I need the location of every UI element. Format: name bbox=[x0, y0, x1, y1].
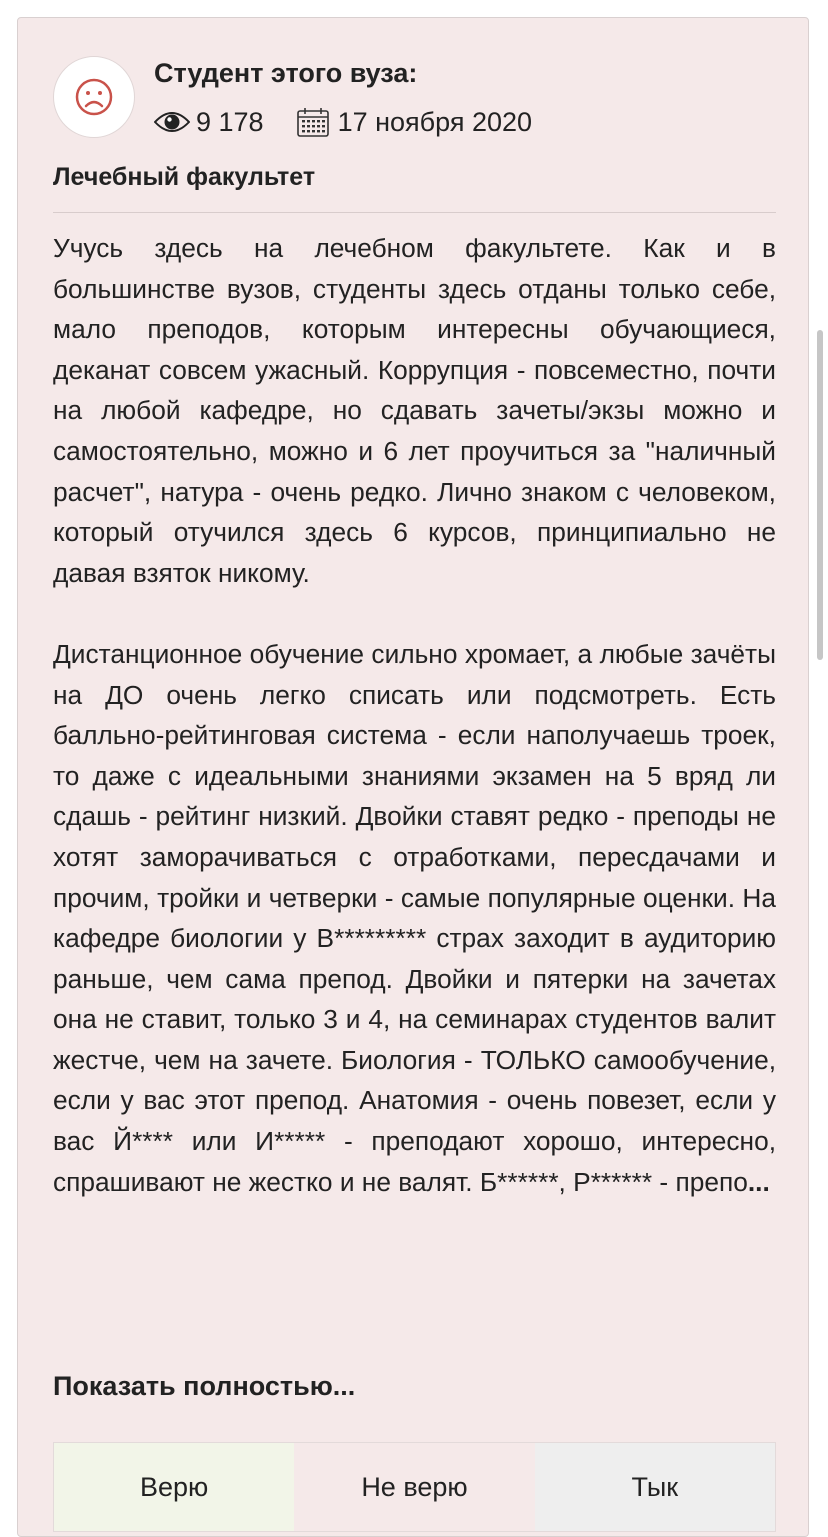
truncation-ellipsis: ... bbox=[747, 1166, 770, 1197]
poke-button[interactable]: Тык bbox=[535, 1443, 775, 1531]
eye-icon bbox=[154, 110, 190, 134]
disbelieve-button[interactable]: Не верю bbox=[294, 1443, 534, 1531]
divider bbox=[53, 212, 776, 213]
believe-button[interactable]: Верю bbox=[54, 1443, 294, 1531]
views-count: 9 178 bbox=[196, 106, 264, 137]
review-date: 17 ноября 2020 bbox=[337, 106, 533, 137]
review-card bbox=[17, 17, 809, 1537]
avatar bbox=[53, 56, 135, 138]
paragraph-gap bbox=[53, 593, 776, 634]
show-full-link[interactable]: Показать полностью... bbox=[53, 1371, 356, 1401]
review-paragraph: Учусь здесь на лечебном факультете. Как и в большинстве вузов, студенты здесь отданы только себе, мало преподов, которым интересны обучающиеся, деканат совсем ужасный. Коррупция - повсеместно, почти на любой кафедре, но сдавать зачеты/экзы можно и самостоятельно, можно и 6 лет проучиться за "наличный расчет", натура - очень редко. Лично знаком с человеком, который отучился здесь 6 курсов, принципиально не давая взяток никому. bbox=[53, 233, 776, 588]
review-text bbox=[53, 228, 776, 1202]
review-paragraph-text: Дистанционное обучение сильно хромает, а любые зачёты на ДО очень легко списать или подсмотреть. Есть балльно-рейтинговая система - если наполучаешь троек, то даже с идеальными знаниями экзамен на 5 вряд ли сдашь - рейтинг низкий. Двойки ставят редко - преподы не хотят заморачиваться с отработками, пересдачами и прочим, тройки и четверки - самые популярные оценки. На кафедре биологии у В********* страх заходит в аудиторию раньше, чем сама препод. Двойки и пятерки на зачетах она не ставит, только 3 и 4, на семинарах студентов валит жестче, чем на зачете. Биология - ТОЛЬКО самообучение, если у вас этот препод. Анатомия - очень повезет, если у вас Й**** или И***** - преподают хорошо, интересно, спрашивают не жестко и не валят. Б******, Р****** - препо bbox=[53, 638, 776, 1197]
faculty-title: Лечебный факультет bbox=[53, 163, 316, 191]
calendar-icon bbox=[296, 106, 330, 138]
review-paragraph bbox=[53, 634, 776, 1202]
scrollbar[interactable] bbox=[817, 330, 823, 660]
sad-face-icon bbox=[74, 77, 114, 117]
author-label: Студент этого вуза: bbox=[154, 58, 418, 88]
vote-bar bbox=[53, 1442, 776, 1532]
review-meta bbox=[154, 102, 532, 142]
